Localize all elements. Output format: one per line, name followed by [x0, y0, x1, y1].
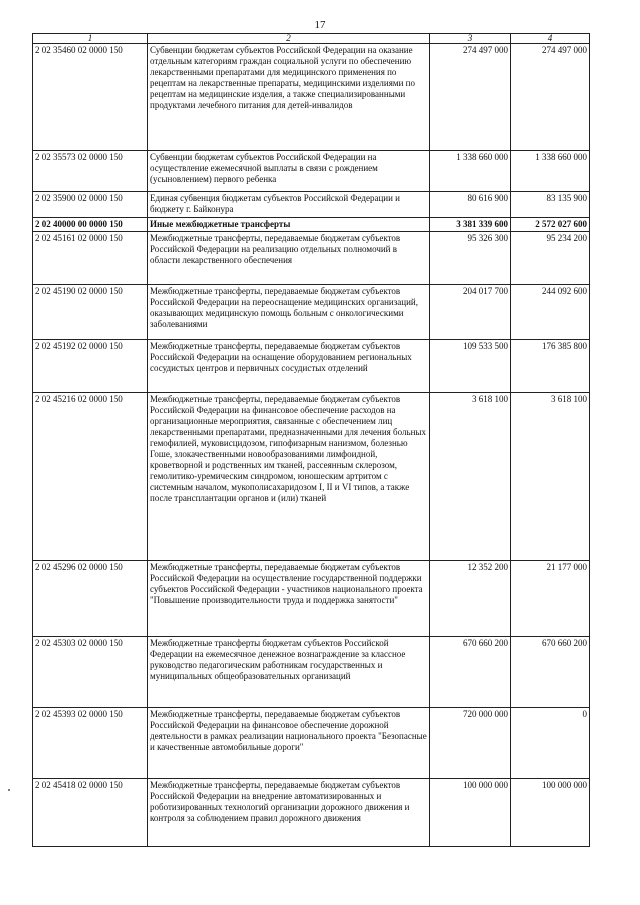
- row-value-col3: 95 326 300: [430, 232, 511, 285]
- row-value-col3: 80 616 900: [430, 192, 511, 218]
- row-value-col3: 274 497 000: [430, 44, 511, 151]
- row-value-col4: 1 338 660 000: [511, 151, 590, 192]
- row-value-col3: 670 660 200: [430, 637, 511, 708]
- row-value-col3: 3 618 100: [430, 393, 511, 561]
- row-value-col4: 21 177 000: [511, 561, 590, 637]
- row-code: 2 02 45303 02 0000 150: [33, 637, 148, 708]
- table-row: [33, 340, 590, 393]
- row-value-col4: 100 000 000: [511, 779, 590, 847]
- table-row: [33, 44, 590, 151]
- row-name: Межбюджетные трансферты бюджетам субъектов Российской Федерации на ежемесячное денежное вознаграждение за классное руководство педагогическим работникам государственных и муниципальных общеобразовательных организаций: [148, 637, 430, 708]
- row-value-col4: 2 572 027 600: [511, 218, 590, 232]
- row-value-col4: 274 497 000: [511, 44, 590, 151]
- row-code: 2 02 45296 02 0000 150: [33, 561, 148, 637]
- row-code: 2 02 35573 02 0000 150: [33, 151, 148, 192]
- table-row: [33, 637, 590, 708]
- row-value-col3: 109 533 500: [430, 340, 511, 393]
- table-row-total: [33, 218, 590, 232]
- row-name: Межбюджетные трансферты, передаваемые бюджетам субъектов Российской Федерации на реализацию отдельных полномочий в области лекарственного обеспечения: [148, 232, 430, 285]
- row-value-col4: 83 135 900: [511, 192, 590, 218]
- row-value-col3: 100 000 000: [430, 779, 511, 847]
- table-row: [33, 779, 590, 847]
- row-value-col3: 720 000 000: [430, 708, 511, 779]
- table-row: [33, 393, 590, 561]
- row-value-col4: 3 618 100: [511, 393, 590, 561]
- row-name: Межбюджетные трансферты, передаваемые бюджетам субъектов Российской Федерации на внедрение автоматизированных и роботизированных технологий организации дорожного движения и контроля за соблюдением правил дорожного движения: [148, 779, 430, 847]
- row-name: Единая субвенция бюджетам субъектов Российской Федерации и бюджету г. Байконура: [148, 192, 430, 218]
- row-code: 2 02 40000 00 0000 150: [33, 218, 148, 232]
- row-value-col4: 670 660 200: [511, 637, 590, 708]
- column-header-3: 3: [430, 34, 511, 44]
- page-number: 17: [314, 19, 326, 31]
- row-name: Межбюджетные трансферты, передаваемые бюджетам субъектов Российской Федерации на оснащение оборудованием региональных сосудистых центров и первичных сосудистых отделений: [148, 340, 430, 393]
- row-code: 2 02 45418 02 0000 150: [33, 779, 148, 847]
- budget-table: [32, 33, 590, 847]
- table-header-row: [33, 34, 590, 44]
- column-header-2: 2: [148, 34, 430, 44]
- row-name: Межбюджетные трансферты, передаваемые бюджетам субъектов Российской Федерации на финансовое обеспечение расходов на организационные мероприятия, связанные с обеспечением лиц лекарственными препаратами, предназначенными для лечения больных гемофилией, муковисцидозом, гипофизарным нанизмом, болезнью Гоше, злокачественными новообразованиями лимфоидной, кроветворной и родственных им тканей, рассеянным склерозом, гемолитико-уремическим синдромом, юношеским артритом с системным началом, мукополисахаридозом I, II и VI типов, а также после трансплантации органов и (или) тканей: [148, 393, 430, 561]
- row-name: Субвенции бюджетам субъектов Российской Федерации на осуществление ежемесячной выплаты в связи с рождением (усыновлением) первого ребенка: [148, 151, 430, 192]
- row-name: Межбюджетные трансферты, передаваемые бюджетам субъектов Российской Федерации на осуществление государственной поддержки субъектов Российской Федерации - участников национального проекта "Повышение производительности труда и поддержка занятости": [148, 561, 430, 637]
- row-code: 2 02 45192 02 0000 150: [33, 340, 148, 393]
- row-value-col3: 3 381 339 600: [430, 218, 511, 232]
- row-value-col4: 95 234 200: [511, 232, 590, 285]
- scan-speck: [8, 789, 10, 791]
- column-header-4: 4: [511, 34, 590, 44]
- row-value-col3: 204 017 700: [430, 285, 511, 340]
- table-row: [33, 151, 590, 192]
- row-value-col4: 0: [511, 708, 590, 779]
- table-row: [33, 192, 590, 218]
- row-value-col3: 1 338 660 000: [430, 151, 511, 192]
- row-name: Субвенции бюджетам субъектов Российской Федерации на оказание отдельным категориям граждан социальной услуги по обеспечению лекарственными препаратами для медицинского применения по рецептам на лекарственные препараты, медицинскими изделиями по рецептам на медицинские изделия, а также специализированными продуктами лечебного питания для детей-инвалидов: [148, 44, 430, 151]
- table-row: [33, 232, 590, 285]
- row-code: 2 02 45161 02 0000 150: [33, 232, 148, 285]
- row-name: Межбюджетные трансферты, передаваемые бюджетам субъектов Российской Федерации на финансовое обеспечение дорожной деятельности в рамках реализации национального проекта "Безопасные и качественные автомобильные дороги": [148, 708, 430, 779]
- row-code: 2 02 35900 02 0000 150: [33, 192, 148, 218]
- row-code: 2 02 45216 02 0000 150: [33, 393, 148, 561]
- table-row: [33, 285, 590, 340]
- column-header-1: 1: [33, 34, 148, 44]
- table-row: [33, 561, 590, 637]
- table-row: [33, 708, 590, 779]
- row-name: Межбюджетные трансферты, передаваемые бюджетам субъектов Российской Федерации на переоснащение медицинских организаций, оказывающих медицинскую помощь больным с онкологическими заболеваниями: [148, 285, 430, 340]
- row-name: Иные межбюджетные трансферты: [148, 218, 430, 232]
- row-value-col4: 176 385 800: [511, 340, 590, 393]
- row-code: 2 02 45190 02 0000 150: [33, 285, 148, 340]
- row-code: 2 02 45393 02 0000 150: [33, 708, 148, 779]
- row-value-col3: 12 352 200: [430, 561, 511, 637]
- row-value-col4: 244 092 600: [511, 285, 590, 340]
- row-code: 2 02 35460 02 0000 150: [33, 44, 148, 151]
